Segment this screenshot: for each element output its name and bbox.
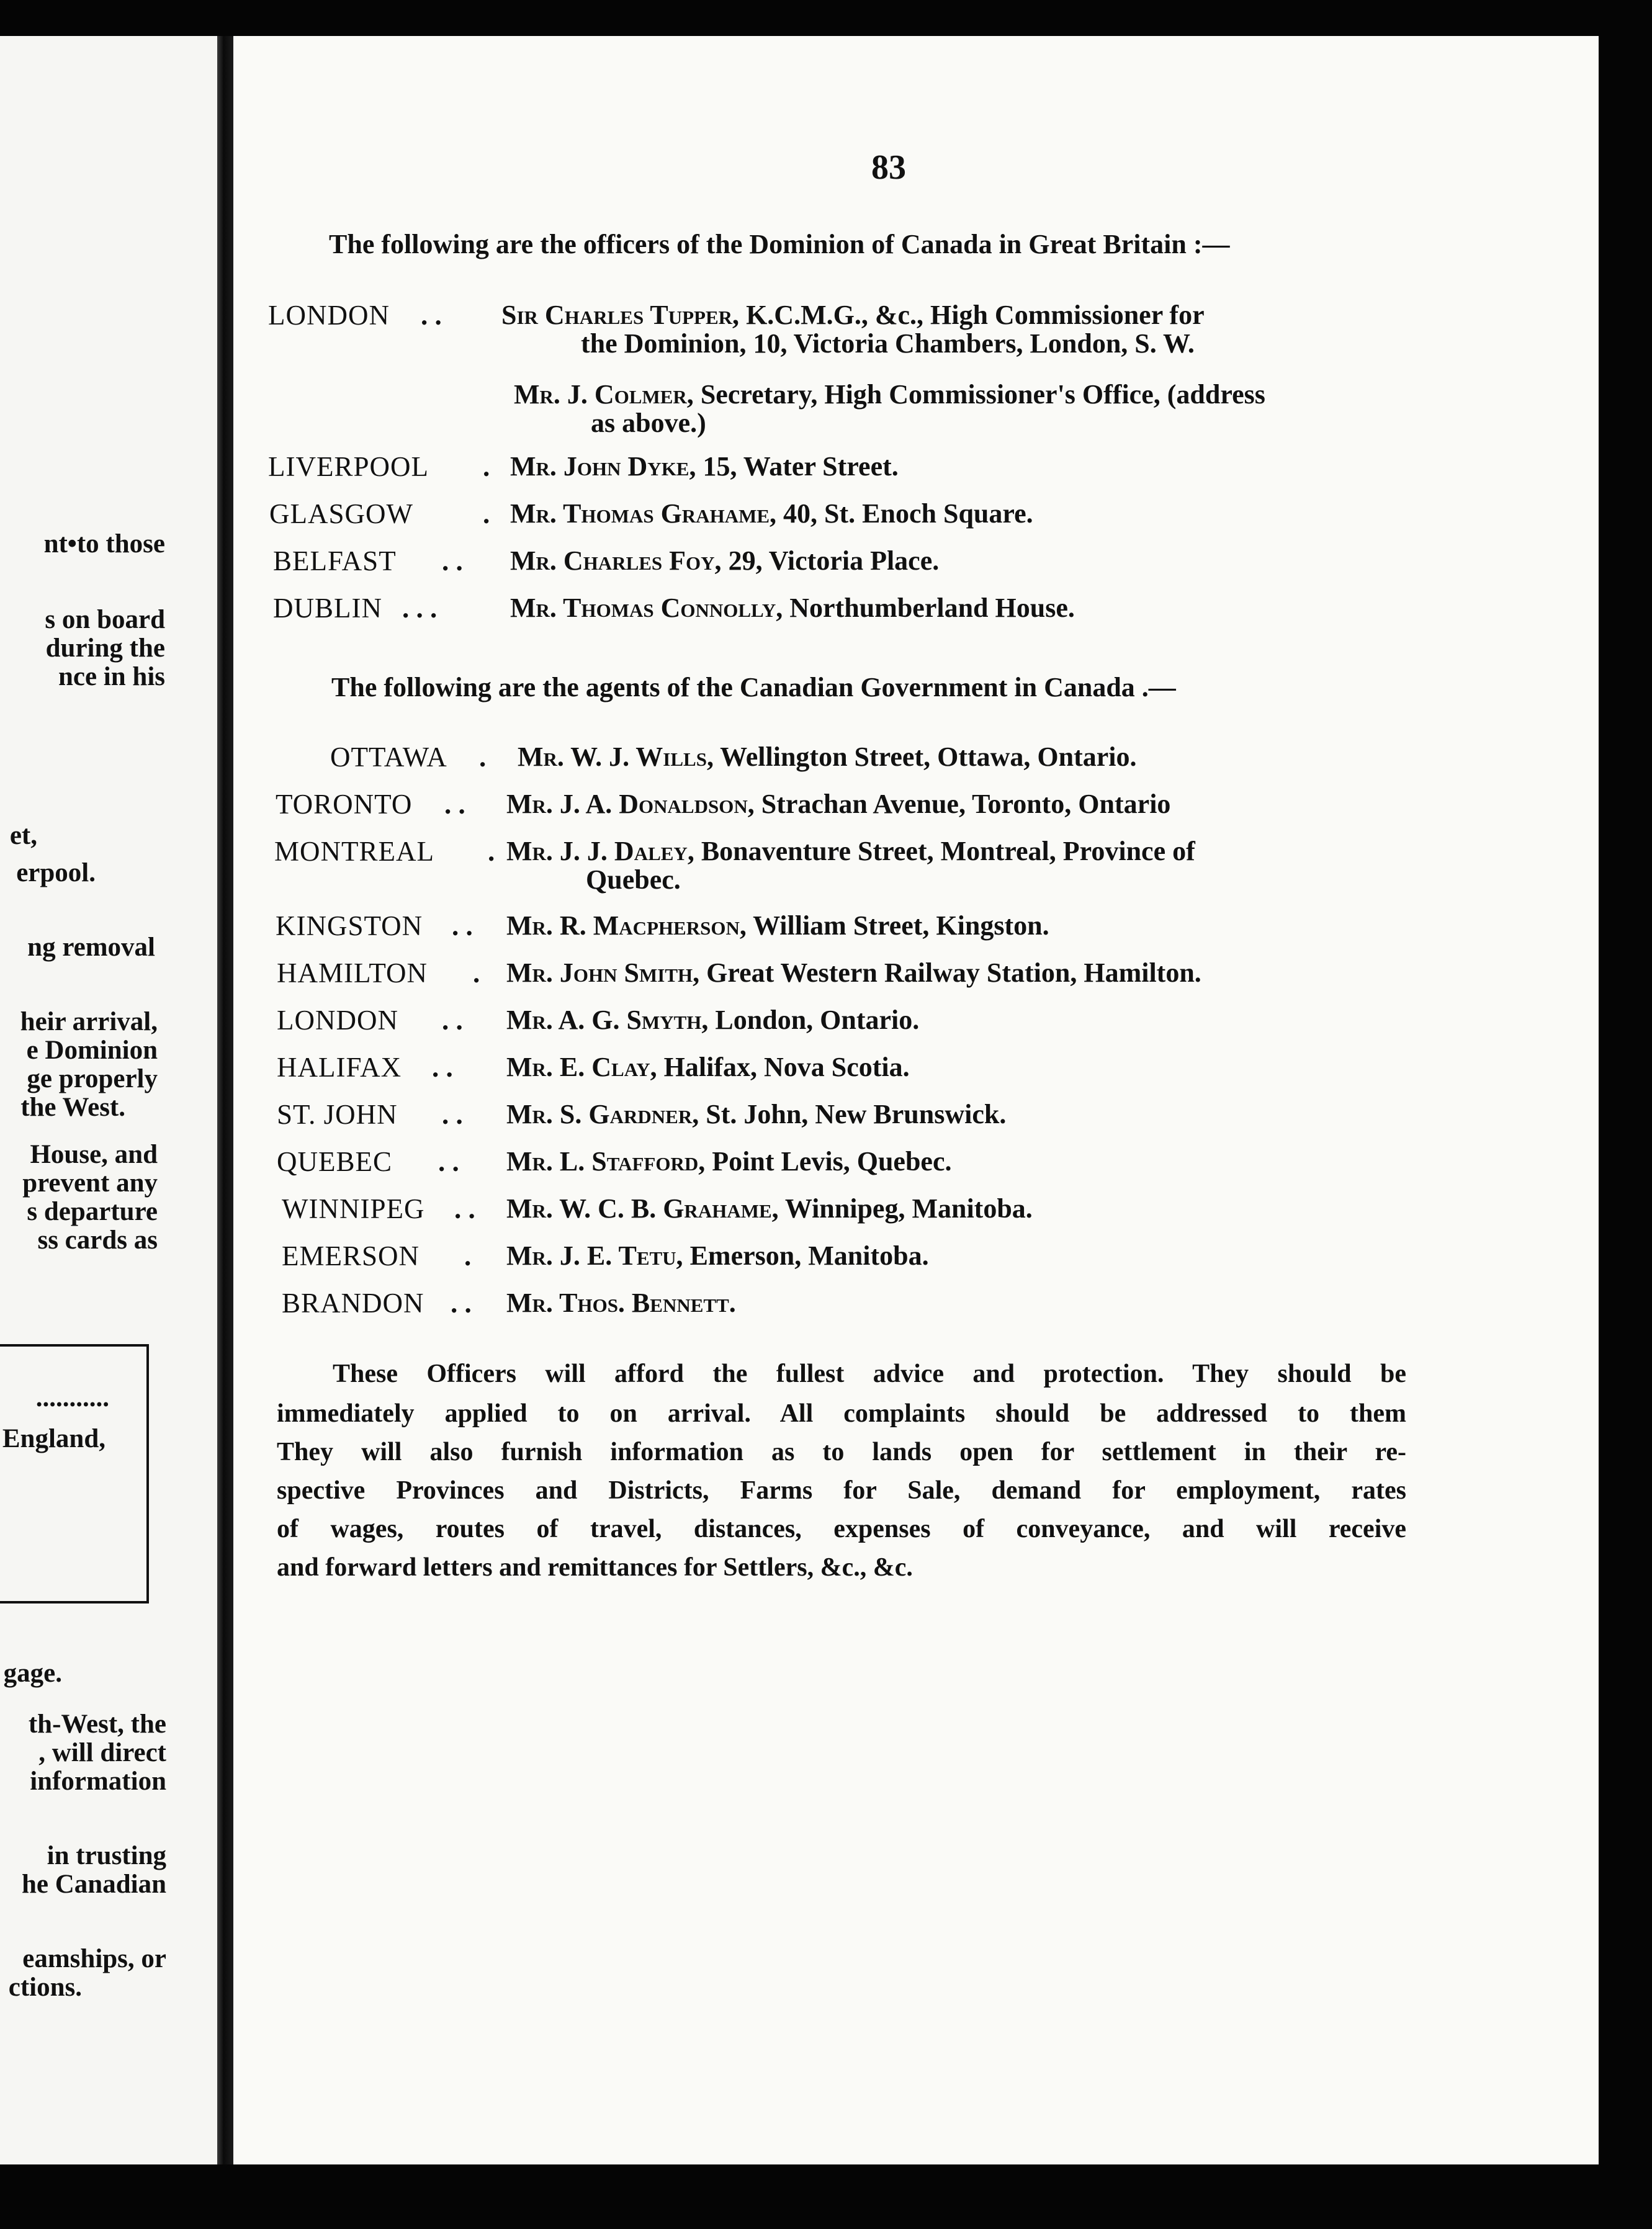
leader-dots: . . — [421, 300, 442, 331]
left-page-box — [0, 1344, 149, 1603]
agent-name: Mr. W. C. B. Grahame, Winnipeg, Manitoba. — [506, 1193, 1033, 1224]
agent-name: Mr. A. G. Smyth, London, Ontario. — [506, 1005, 920, 1035]
left-line: England, — [2, 1424, 105, 1453]
leader-dots: . . — [452, 910, 473, 941]
leader-dots: . . — [442, 1099, 463, 1130]
agent-entry — [233, 1051, 1599, 1095]
closing-line: immediately applied to on arrival. All complaints should be addressed to them — [277, 1399, 1406, 1428]
leader-dots: . — [488, 836, 495, 867]
leader-dots: . — [479, 742, 487, 773]
entry-continuation: Quebec. — [586, 864, 681, 895]
left-line: th-West, the — [28, 1710, 166, 1739]
city-name: ST. JOHN — [277, 1099, 398, 1130]
left-line: gage. — [3, 1659, 62, 1688]
agent-name: Mr. R. Macpherson, William Street, Kingston. — [506, 910, 1049, 941]
left-line: erpool. — [16, 858, 96, 887]
city-name: DUBLIN — [273, 593, 382, 624]
officer-name: Mr. Charles Foy, 29, Victoria Place. — [510, 545, 940, 576]
leader-dots: . . — [444, 789, 465, 820]
left-line: in trusting — [47, 1841, 166, 1870]
agent-entry — [233, 910, 1599, 953]
entry-continuation: as above.) — [591, 408, 706, 438]
officer-name: Mr. J. Colmer, Secretary, High Commissioner's Office, (address — [514, 379, 1265, 410]
agent-entry — [233, 1193, 1599, 1236]
agent-entry — [233, 1240, 1599, 1283]
city-name: LIVERPOOL — [268, 451, 429, 482]
britain-heading: The following are the officers of the Dominion of Canada in Great Britain :— — [329, 229, 1230, 259]
city-name: TORONTO — [276, 789, 413, 820]
leader-dots: . . — [442, 1005, 463, 1036]
left-line: e Dominion — [26, 1036, 158, 1065]
leader-dots: . — [483, 498, 490, 529]
agent-entry — [233, 957, 1599, 1000]
officer-name: Mr. Thomas Connolly, Northumberland House. — [510, 593, 1075, 623]
city-name: GLASGOW — [269, 498, 413, 529]
book-page — [233, 36, 1599, 2164]
closing-line: These Officers will afford the fullest advice and protection. They should be — [333, 1360, 1406, 1388]
left-line: ss cards as — [37, 1226, 158, 1255]
left-line: he Canadian — [22, 1870, 166, 1899]
agent-entry — [233, 1287, 1599, 1330]
left-line: eamships, or — [22, 1944, 166, 1973]
left-line: ge properly — [27, 1064, 158, 1093]
city-name: HALIFAX — [277, 1052, 402, 1083]
leader-dots: . . — [442, 545, 463, 576]
left-line: nce in his — [58, 662, 165, 691]
agent-entry — [233, 835, 1599, 895]
agent-name: Mr. E. Clay, Halifax, Nova Scotia. — [506, 1052, 910, 1082]
left-line: nt•to those — [43, 529, 165, 558]
officer-entry — [233, 451, 1599, 494]
left-line: et, — [9, 821, 37, 850]
agent-name: Mr. J. J. Daley, Bonaventure Street, Montreal, Province of — [506, 836, 1195, 866]
left-line: during the — [45, 634, 165, 663]
city-name: WINNIPEG — [282, 1193, 425, 1224]
leader-dots: . . — [454, 1193, 475, 1224]
closing-line: spective Provinces and Districts, Farms for Sale, demand for employment, rates — [277, 1476, 1406, 1505]
left-line: , will direct — [38, 1738, 166, 1767]
closing-line: of wages, routes of travel, distances, expenses of conveyance, and will receive — [277, 1515, 1406, 1543]
left-line: House, and — [30, 1140, 158, 1169]
left-line: the West. — [20, 1093, 125, 1122]
left-line: heir arrival, — [20, 1007, 158, 1036]
leader-dots: . . — [451, 1288, 472, 1319]
canada-heading: The following are the agents of the Canadian Government in Canada .— — [331, 672, 1176, 702]
closing-line: and forward letters and remittances for Settlers, &c., &c. — [277, 1553, 913, 1582]
leader-dots: . — [464, 1240, 472, 1271]
page-number: 83 — [871, 148, 906, 187]
city-name: BRANDON — [282, 1288, 424, 1319]
book-spine — [217, 36, 233, 2164]
agent-name: Mr. J. E. Tetu, Emerson, Manitoba. — [506, 1240, 929, 1271]
leader-dots: . — [473, 958, 480, 989]
city-name: LONDON — [268, 300, 390, 331]
left-line: s departure — [27, 1197, 158, 1226]
city-name: HAMILTON — [277, 958, 428, 989]
left-line: information — [30, 1767, 166, 1796]
city-name: MONTREAL — [274, 836, 434, 867]
left-line: ctions. — [8, 1973, 82, 2002]
city-name: OTTAWA — [330, 742, 447, 773]
officer-entry — [233, 545, 1599, 588]
agent-name: Mr. Thos. Bennett. — [506, 1288, 736, 1318]
agent-name: Mr. S. Gardner, St. John, New Brunswick. — [506, 1099, 1007, 1129]
left-line: ........... — [35, 1383, 109, 1412]
city-name: LONDON — [277, 1005, 398, 1036]
agent-name: Mr. J. A. Donaldson, Strachan Avenue, Toronto, Ontario — [506, 789, 1171, 819]
officer-entry — [233, 379, 1599, 438]
entry-continuation: the Dominion, 10, Victoria Chambers, London, S. W. — [581, 328, 1195, 359]
city-name: QUEBEC — [277, 1146, 392, 1177]
leader-dots: . — [483, 451, 490, 482]
city-name: KINGSTON — [276, 910, 423, 941]
closing-line: They will also furnish information as to lands open for settlement in their re- — [277, 1438, 1406, 1466]
city-name: EMERSON — [282, 1240, 420, 1271]
left-line: prevent any — [22, 1168, 158, 1198]
left-line: s on board — [45, 605, 165, 634]
officer-entry — [233, 592, 1599, 635]
agent-entry — [233, 1146, 1599, 1189]
left-line: ng removal — [27, 933, 155, 962]
agent-name: Mr. L. Stafford, Point Levis, Quebec. — [506, 1146, 952, 1177]
officer-entry — [233, 498, 1599, 541]
officer-entry — [233, 299, 1599, 359]
agent-entry — [233, 1004, 1599, 1047]
agent-name: Mr. John Smith, Great Western Railway Station, Hamilton. — [506, 958, 1201, 988]
leader-dots: . . . — [402, 593, 438, 624]
agent-entry — [233, 741, 1599, 784]
agent-name: Mr. W. J. Wills, Wellington Street, Ottawa, Ontario. — [518, 742, 1137, 772]
leader-dots: . . — [438, 1146, 459, 1177]
agent-entry — [233, 788, 1599, 832]
leader-dots: . . — [432, 1052, 453, 1083]
city-name: BELFAST — [273, 545, 397, 576]
agent-entry — [233, 1098, 1599, 1142]
officer-name: Mr. John Dyke, 15, Water Street. — [510, 451, 899, 482]
officer-name: Sir Charles Tupper, K.C.M.G., &c., High Commissioner for — [501, 300, 1205, 330]
officer-name: Mr. Thomas Grahame, 40, St. Enoch Square. — [510, 498, 1033, 529]
previous-page-strip — [0, 36, 217, 2164]
